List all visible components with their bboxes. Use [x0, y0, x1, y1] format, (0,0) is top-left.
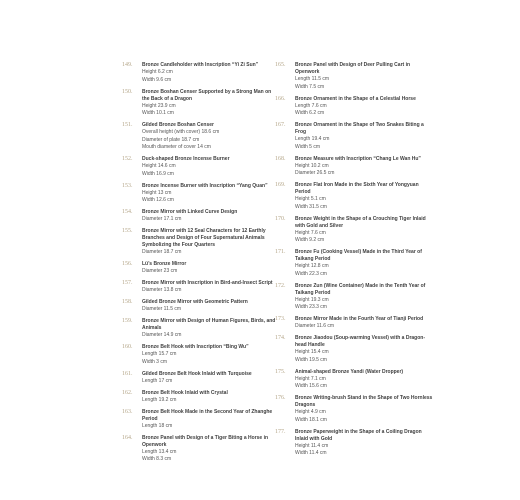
entry-dimension: Height 12.8 cm	[295, 263, 329, 269]
entry-title: Bronze Measure with Inscription “Chang Le Wan Hu”	[295, 155, 421, 162]
entry-number: 153.	[122, 182, 133, 189]
entry-dimension: Width 6.2 cm	[295, 110, 325, 116]
entry-title: Bronze Zun (Wine Container) Made in the Tenth Year of Taikang Period	[295, 282, 426, 296]
entry-title: Bronze Fu (Cooking Vessel) Made in the Third Year of Taikang Period	[295, 249, 422, 262]
entry-title: Bronze Weight in the Shape of a Crouching Tiger Inlaid with Gold and Silver	[295, 215, 426, 229]
catalog-entry	[122, 156, 280, 178]
entry-number: 156.	[122, 261, 133, 267]
catalog-entry	[122, 62, 280, 84]
entry-dimension: Height 5.1 cm	[295, 196, 326, 202]
entry-title: Bronze Candleholder with Inscription “Yi Zi Sun”	[142, 62, 259, 68]
entry-title: Bronze Panel with Design of Deer Pulling Cart in Openwork	[295, 62, 411, 75]
entry-title: Bronze Mirror with Design of Human Figures, Birds, and Animals	[142, 318, 276, 331]
entry-dimension: Length 15.7 cm	[142, 351, 177, 357]
entry-dimension: Diameter 13.8 cm	[142, 287, 182, 293]
entry-dimension: Height 19.3 cm	[295, 296, 329, 303]
catalog-entry	[122, 390, 280, 405]
entry-title: Bronze Mirror Made in the Fourth Year of Tianji Period	[295, 316, 424, 322]
entry-title: Bronze Mirror with 12 Seal Characters for 12 Earthly Branches and Design of Four Supernatural Animals Symbolizing the Four Quarters	[142, 228, 266, 248]
entry-title: Bronze Flat Iron Made in the Sixth Year of Yongyuan Period	[295, 182, 419, 195]
entry-title: Bronze Belt Hook Inlaid with Crystal	[142, 389, 228, 396]
entry-dimension: Length 17 cm	[142, 377, 173, 384]
entry-dimension: Height 23.9 cm	[142, 102, 176, 109]
catalog-entry	[122, 261, 280, 276]
entry-number: 162.	[122, 389, 133, 396]
catalog-entry	[275, 96, 433, 118]
entry-title: Bronze Mirror with Inscription in Bird-and-Insect Script	[142, 280, 273, 286]
entry-dimension: Length 19.4 cm	[295, 136, 330, 142]
entry-title: Gilded Bronze Belt Hook Inlaid with Turquoise	[142, 370, 252, 377]
entry-title: Bronze Mirror with Linked Curve Design	[142, 209, 238, 215]
entry-number: 163.	[122, 408, 133, 415]
entry-number: 155.	[122, 228, 133, 234]
entry-number: 151.	[122, 122, 133, 128]
entry-number: 177.	[275, 428, 286, 435]
entry-dimension: Height 4.9 cm	[295, 409, 326, 415]
entry-dimension: Diameter 18.7 cm	[142, 249, 182, 255]
entry-dimension: Width 11.4 cm	[295, 450, 327, 456]
entry-number: 175.	[275, 368, 286, 375]
entry-dimension: Width 10.1 cm	[142, 110, 174, 116]
entry-number: 170.	[275, 215, 286, 222]
entry-dimension: Height 10.2 cm	[295, 162, 329, 169]
catalog-entry	[275, 122, 433, 151]
entry-title: Bronze Writing-brush Stand in the Shape of Two Hornless Dragons	[295, 395, 433, 408]
entry-number: 161.	[122, 370, 133, 377]
entry-dimension: Diameter of plate 18.7 cm	[142, 136, 200, 143]
catalog-entry	[122, 209, 280, 224]
catalog-entry	[275, 429, 433, 458]
catalog-entry	[275, 62, 433, 91]
entry-number: 174.	[275, 335, 286, 341]
entry-number: 159.	[122, 318, 133, 324]
catalog-entry	[275, 216, 433, 245]
entry-title: Gilded Bronze Boshan Censer	[142, 122, 214, 128]
catalog-entry	[122, 89, 280, 118]
catalog-entry	[122, 344, 280, 366]
entry-dimension: Width 5 cm	[295, 143, 321, 150]
entry-dimension: Width 19.5 cm	[295, 356, 327, 363]
entry-dimension: Mouth diameter of cover 14 cm	[142, 144, 211, 150]
entry-dimension: Height 7.1 cm	[295, 375, 326, 382]
entry-dimension: Width 15.6 cm	[295, 383, 327, 389]
entry-title: Animal-shaped Bronze Yandi (Water Dropper)	[295, 368, 404, 375]
catalog-entry	[275, 395, 433, 424]
catalog-entry	[275, 283, 433, 312]
catalog-column-left	[122, 62, 280, 468]
entry-dimension: Width 9.6 cm	[142, 76, 172, 83]
entry-dimension: Height 15.4 cm	[295, 349, 329, 355]
catalog-column-right	[275, 62, 433, 462]
entry-dimension: Width 12.6 cm	[142, 197, 174, 203]
entry-dimension: Length 19.2 cm	[142, 396, 177, 403]
entry-dimension: Width 3 cm	[142, 358, 168, 365]
entry-number: 172.	[275, 282, 286, 289]
entry-dimension: Width 9.2 cm	[295, 237, 325, 243]
entry-number: 158.	[122, 299, 133, 305]
catalog-entry	[275, 369, 433, 391]
entry-title: Bronze Incense Burner with Inscription “Yang Quan”	[142, 182, 268, 189]
entry-number: 157.	[122, 280, 133, 286]
entry-title: Bronze Belt Hook Made in the Second Year of Zhanghe Period	[142, 408, 273, 422]
entry-number: 149.	[122, 62, 133, 68]
entry-title: Bronze Belt Hook with Inscription “Bing Wu”	[142, 344, 249, 350]
catalog-entry	[122, 299, 280, 314]
entry-dimension: Height 6.2 cm	[142, 69, 173, 75]
entry-dimension: Diameter 26.5 cm	[295, 170, 335, 176]
entry-dimension: Overall height (with cover) 18.6 cm	[142, 129, 220, 135]
catalog-entry	[275, 335, 433, 364]
catalog-entry	[122, 371, 280, 386]
entry-dimension: Length 7.6 cm	[295, 102, 327, 109]
catalog-entry	[122, 228, 280, 257]
entry-number: 164.	[122, 434, 133, 441]
entry-dimension: Diameter 14.9 cm	[142, 332, 182, 338]
entry-dimension: Diameter 11.5 cm	[142, 306, 182, 312]
entry-dimension: Height 11.4 cm	[295, 442, 329, 449]
catalog-entry	[275, 249, 433, 278]
entry-dimension: Width 8.3 cm	[142, 456, 172, 462]
catalog-entry	[275, 316, 433, 331]
entry-dimension: Width 23.3 cm	[295, 304, 327, 310]
entry-dimension: Height 13 cm	[142, 189, 172, 196]
entry-number: 169.	[275, 182, 286, 188]
catalog-entry	[122, 183, 280, 205]
entry-title: Bronze Ornament in the Shape of a Celestial Horse	[295, 95, 416, 102]
entry-number: 171.	[275, 249, 286, 255]
entry-title: Bronze Paperweight in the Shape of a Coiling Dragon Inlaid with Gold	[295, 428, 422, 442]
entry-title: Duck-shaped Bronze Incense Burner	[142, 156, 230, 162]
entry-dimension: Length 13.4 cm	[142, 448, 177, 455]
catalog-entry	[275, 156, 433, 178]
entry-dimension: Diameter 17.1 cm	[142, 216, 182, 222]
entry-title: Lü’s Bronze Mirror	[142, 261, 187, 267]
entry-dimension: Width 22.3 cm	[295, 270, 327, 277]
entry-number: 168.	[275, 155, 286, 162]
entry-dimension: Height 7.6 cm	[295, 229, 326, 236]
entry-title: Gilded Bronze Mirror with Geometric Pattern	[142, 299, 248, 305]
entry-dimension: Length 18 cm	[142, 422, 173, 429]
entry-number: 176.	[275, 395, 286, 401]
entry-dimension: Diameter 23 cm	[142, 268, 178, 274]
entry-number: 166.	[275, 95, 286, 102]
entry-number: 167.	[275, 122, 286, 128]
catalog-entry	[275, 182, 433, 211]
entry-number: 152.	[122, 156, 133, 162]
catalog-entry	[122, 318, 280, 340]
entry-dimension: Diameter 11.6 cm	[295, 323, 335, 329]
catalog-entry	[122, 409, 280, 431]
entry-title: Bronze Jiaodou (Soup-warming Vessel) with a Dragon-head Handle	[295, 335, 426, 348]
entry-title: Bronze Panel with Design of a Tiger Biting a Horse in Openwork	[142, 434, 269, 448]
entry-number: 154.	[122, 209, 133, 215]
entry-title: Bronze Ornament in the Shape of Two Snakes Biting a Frog	[295, 122, 424, 135]
catalog-entry	[122, 122, 280, 152]
entry-dimension: Height 14.6 cm	[142, 163, 176, 169]
entry-dimension: Width 16.9 cm	[142, 170, 174, 177]
entry-number: 173.	[275, 316, 286, 322]
entry-title: Bronze Boshan Censer Supported by a Strong Man on the Back of a Dragon	[142, 88, 272, 102]
catalog-entry	[122, 280, 280, 295]
entry-dimension: Width 31.5 cm	[295, 203, 327, 210]
entry-number: 165.	[275, 62, 286, 68]
entry-dimension: Length 11.5 cm	[295, 76, 330, 82]
catalog-entry	[122, 435, 280, 464]
entry-dimension: Width 18.1 cm	[295, 416, 327, 423]
entry-dimension: Width 7.5 cm	[295, 83, 325, 90]
entry-number: 150.	[122, 88, 133, 95]
entry-number: 160.	[122, 344, 133, 350]
